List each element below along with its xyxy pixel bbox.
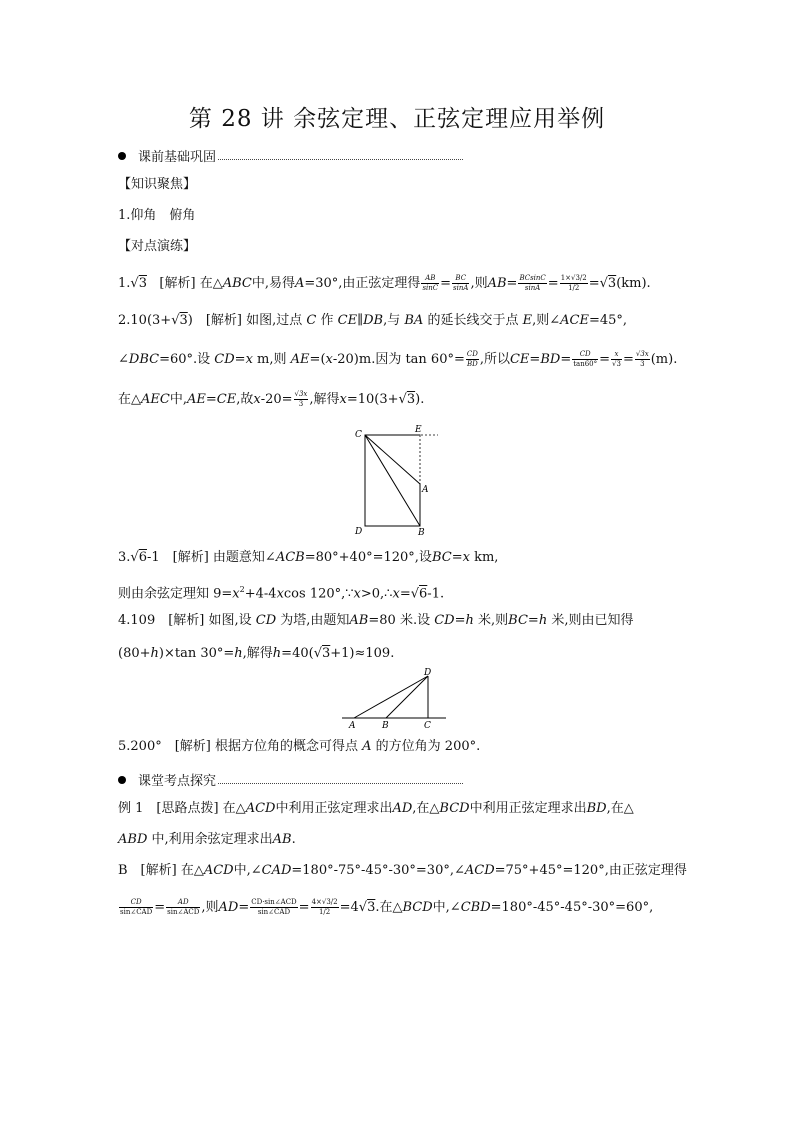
- label-c: C: [424, 721, 431, 731]
- fraction: $\frac{√3x}{3}$: [294, 390, 308, 408]
- text: -20)m.因为 tan 60°=: [332, 352, 465, 367]
- var: x: [353, 586, 361, 602]
- var: C: [306, 313, 317, 328]
- var: x: [232, 586, 240, 602]
- text: -1 [解析] 由题意知∠: [146, 550, 276, 565]
- sqrt-value: 6: [419, 586, 428, 602]
- section-title: 课堂考点探究: [138, 774, 217, 789]
- var: ACE: [560, 313, 589, 328]
- bullet-icon: [118, 776, 126, 784]
- problem-1: 1.√3 [解析] 在△ABC中,易得A=30°,由正弦定理得 $\frac{AB}{\sin C}$ = $\frac{BC}{\sin A}$ ,则AB= $\frac{BCsinC}{\sin A}$ = $\frac{1\times√3/2}{1/2}$ =√3(km).: [118, 274, 651, 292]
- var: BC: [508, 613, 528, 628]
- text: -20=: [260, 392, 293, 407]
- var: h: [234, 646, 243, 661]
- fraction: $\frac{CD}{\tan 60^\circ}$: [573, 350, 598, 368]
- text: 中,∠: [432, 900, 461, 915]
- text: cos 120°,∵: [283, 586, 354, 602]
- text: +4-4: [244, 586, 277, 602]
- text: =180°-45°-45°-30°=60°,: [490, 900, 654, 915]
- fraction: $\frac{BC}{\sin A}$: [453, 274, 469, 292]
- text: =80°+40°=120°,设: [304, 550, 432, 565]
- var: BCD: [402, 900, 433, 915]
- text: =30°,由正弦定理得: [304, 276, 421, 291]
- text: =: [529, 352, 541, 367]
- text: ) [解析] 如图,过点: [187, 313, 303, 328]
- problem-2-line-1: 2.10(3+√3) [解析] 如图,过点 C 作 CE∥DB,与 BA 的延长线交于点 E,则∠ACE=45°,: [118, 313, 628, 328]
- var: AB: [272, 832, 292, 847]
- text: -1.: [427, 586, 445, 602]
- label-d: D: [355, 527, 363, 536]
- heading-practice: 【对点演练】: [118, 239, 197, 254]
- dotted-leader: [218, 158, 463, 160]
- dotted-leader: [218, 782, 463, 784]
- fraction: $\frac{√3x}{3}$: [635, 350, 649, 368]
- line-cb: [365, 435, 420, 526]
- var: h: [272, 646, 282, 661]
- var: x: [276, 586, 284, 602]
- text: >0,∴: [360, 586, 393, 602]
- fraction: $\frac{1\times√3/2}{1/2}$: [560, 274, 587, 292]
- var: CD: [255, 613, 277, 628]
- label-b: B: [382, 721, 389, 731]
- text: =: [451, 550, 463, 565]
- text: 2.10(3+: [118, 313, 172, 328]
- var: ACD: [203, 863, 234, 878]
- text: (80+: [118, 646, 151, 661]
- text: 中,易得: [251, 276, 295, 291]
- var: AB: [487, 276, 507, 291]
- text: ,解得: [309, 392, 340, 407]
- text: 5.200° [解析] 根据方位角的概念可得点: [118, 739, 358, 754]
- text: 为塔,由题知: [280, 613, 350, 628]
- text: ,故: [236, 392, 254, 407]
- var: BD: [586, 801, 607, 816]
- label-c: C: [355, 430, 362, 440]
- var: h: [150, 646, 159, 661]
- var: CD: [434, 613, 455, 628]
- figure-1-diagram: [350, 424, 450, 536]
- text: 的延长线交于点: [427, 313, 519, 328]
- sqrt-sign: √: [130, 276, 139, 291]
- text: 在△: [199, 276, 223, 291]
- text: =180°-75°-45°-30°=30°,∠: [291, 863, 465, 878]
- line-ad: [354, 676, 428, 718]
- example-1-line-1: [118, 800, 634, 818]
- text: 例 1 [思路点拨] 在△: [118, 801, 246, 816]
- text: 3.: [118, 550, 131, 565]
- fraction: $\frac{CD}{\text{sin∠CAD}}$: [120, 898, 153, 916]
- var: BC: [431, 550, 452, 565]
- text: 米,则: [478, 613, 509, 628]
- text: 米,则由已知得: [551, 613, 634, 628]
- var: AD: [392, 801, 413, 816]
- text: =: [527, 613, 539, 628]
- text: +1)≈109.: [330, 646, 395, 661]
- text: ,则∠: [532, 313, 561, 328]
- example-1-line-3: [118, 862, 687, 880]
- fraction: $\frac{BCsinC}{\sin A}$: [519, 274, 546, 292]
- text: =: [399, 586, 411, 602]
- var: CE: [509, 352, 530, 367]
- text: m,则: [252, 352, 287, 367]
- sqrt-value: 6: [138, 550, 147, 565]
- text: 的方位角为 200°.: [375, 739, 481, 754]
- var: BD: [540, 352, 561, 367]
- text: ,与: [383, 313, 401, 328]
- var: CD: [214, 352, 235, 367]
- line-bd: [386, 676, 428, 718]
- text: =: [440, 276, 452, 291]
- text: ∠: [118, 352, 129, 367]
- var: h: [538, 613, 548, 628]
- problem-3-line-1: 3.√6-1 [解析] 由题意知∠ACB=80°+40°=120°,设BC=x km,: [118, 550, 499, 565]
- var: x: [462, 550, 470, 565]
- sqrt-value: 3: [406, 392, 416, 407]
- text: =: [205, 392, 217, 407]
- sqrt-value: 3: [179, 313, 188, 328]
- text: km,: [469, 550, 499, 565]
- problem-number: 1.: [118, 276, 131, 291]
- var: A: [294, 276, 305, 291]
- text: .在△: [375, 900, 403, 915]
- text: ,所以: [479, 352, 510, 367]
- problem-3-line-2: 则由余弦定理知 $9=x^2+4-4xcos$ 120°,∵x>0,∴x=√6-1.: [118, 585, 445, 602]
- section-header-1: [118, 146, 463, 165]
- text: 中,∠: [233, 863, 262, 878]
- fraction: $\frac{x}{√3}$: [612, 350, 621, 368]
- section-header-2: [118, 770, 463, 789]
- text: 中利用正弦定理求出: [469, 801, 587, 816]
- var: E: [522, 313, 533, 328]
- section-title: 课前基础巩固: [138, 150, 217, 165]
- example-1-line-2: [118, 831, 296, 849]
- text: =(: [309, 352, 326, 367]
- problem-4-line-2: (80+h)×tan 30°=h,解得h=40(√3+1)≈109.: [118, 646, 395, 661]
- problem-2-line-2: ∠DBC=60°.设 CD=x m,则 AE=(x-20)m.因为 tan 60°= $\frac{CD}{BD}$ ,所以CE=BD= $\frac{CD}{\tan 60^\circ}$ = $\frac{x}{√3}$ = $\frac{√3x}{3}$ (m).: [118, 350, 678, 368]
- fraction: $\frac{4\times√3/2}{1/2}$: [311, 898, 338, 916]
- heading-knowledge: 【知识聚焦】: [118, 177, 197, 192]
- var: ABC: [222, 276, 252, 291]
- fraction: $\frac{AB}{\sin C}$: [422, 274, 439, 292]
- line-ca: [365, 435, 420, 484]
- var: x: [325, 352, 333, 367]
- text: B [解析] 在△: [118, 863, 204, 878]
- knowledge-item: 1.仰角 俯角: [118, 208, 196, 223]
- text: =60°.设: [159, 352, 211, 367]
- var: AE: [186, 392, 206, 407]
- text: =: [454, 613, 466, 628]
- text: =: [560, 352, 572, 367]
- fraction: $\frac{\text{CD·sin∠ACD}}{\text{sin∠CAD}}$: [251, 898, 297, 916]
- var: x: [253, 392, 261, 407]
- text: ,在△: [606, 801, 634, 816]
- text: =4: [339, 900, 359, 915]
- var: BCD: [439, 801, 470, 816]
- text: 中利用正弦定理求出: [275, 801, 393, 816]
- var: ACD: [464, 863, 495, 878]
- var: ACD: [245, 801, 276, 816]
- bullet-icon: [118, 152, 126, 160]
- var: h: [465, 613, 474, 628]
- var: x: [245, 352, 253, 367]
- sqrt-value: 3: [607, 276, 617, 291]
- text: =80 米.设: [368, 613, 431, 628]
- text: =40(: [281, 646, 314, 661]
- text: =: [238, 900, 250, 915]
- fraction: $\frac{CD}{BD}$: [466, 350, 478, 368]
- label-a: A: [422, 485, 429, 495]
- text: )×tan 30°=: [158, 646, 235, 661]
- var: AEC: [141, 392, 170, 407]
- var: CAD: [261, 863, 292, 878]
- text: =45°,: [588, 313, 628, 328]
- text: ,则: [470, 276, 488, 291]
- label-b: B: [418, 528, 425, 536]
- text: =: [234, 352, 246, 367]
- text: ,解得: [242, 646, 273, 661]
- text: 则由余弦定理知 9=: [118, 586, 233, 602]
- text: .: [291, 832, 296, 847]
- var: AE: [290, 352, 310, 367]
- text: 在△: [118, 392, 141, 407]
- var: ACB: [275, 550, 305, 565]
- text: 作: [320, 313, 334, 328]
- text: =: [154, 900, 166, 915]
- text: 中,: [169, 392, 187, 407]
- analysis-tag: [解析]: [159, 276, 196, 291]
- text: 4.109 [解析] 如图,设: [118, 613, 252, 628]
- text: =75°+45°=120°,由正弦定理得: [494, 863, 687, 878]
- label-d: D: [424, 668, 432, 678]
- text: ).: [415, 392, 425, 407]
- text: (km).: [616, 276, 651, 291]
- sqrt-value: 3: [138, 276, 147, 291]
- problem-2-line-3: 在△AEC中,AE=CE,故x-20= $\frac{√3x}{3}$ ,解得x=10(3+√3).: [118, 390, 425, 408]
- var: DBC: [128, 352, 160, 367]
- var: AD: [218, 900, 239, 915]
- var: CE∥DB: [337, 313, 384, 328]
- label-a: A: [349, 721, 356, 731]
- text: ,在△: [412, 801, 440, 816]
- var: A: [362, 739, 372, 754]
- var: x: [339, 392, 347, 407]
- page-title: 第 28 讲 余弦定理、正弦定理应用举例: [188, 106, 606, 132]
- var: CE: [216, 392, 237, 407]
- var: CBD: [460, 900, 491, 915]
- label-e: E: [415, 425, 422, 435]
- var: ABD: [118, 832, 148, 847]
- problem-5: [118, 738, 480, 756]
- sqrt-value: 3: [367, 900, 376, 915]
- fraction: $\frac{AD}{\text{sin∠ACD}}$: [167, 898, 200, 916]
- problem-4-line-1: [118, 612, 633, 630]
- exponent: 2: [239, 585, 245, 594]
- var: AB: [349, 613, 369, 628]
- example-1-line-4: $\frac{CD}{\text{sin∠CAD}}$ = $\frac{AD}{\text{sin∠ACD}}$ ,则AD= $\frac{\text{CD·sin∠ACD}}{\text{sin∠CAD}}$ = $\frac{4\times√3/2}{1/2}$ =4√3.在△BCD中,∠CBD=180°-45°-45°-30°=60°,: [120, 898, 654, 916]
- text: =10(3+: [346, 392, 399, 407]
- text: (m).: [650, 352, 678, 367]
- text: ,则: [201, 900, 219, 915]
- figure-2-diagram: [340, 666, 450, 732]
- text: 中,利用余弦定理求出: [151, 832, 273, 847]
- var: x: [392, 586, 400, 602]
- var: BA: [404, 313, 424, 328]
- sqrt-value: 3: [321, 646, 331, 661]
